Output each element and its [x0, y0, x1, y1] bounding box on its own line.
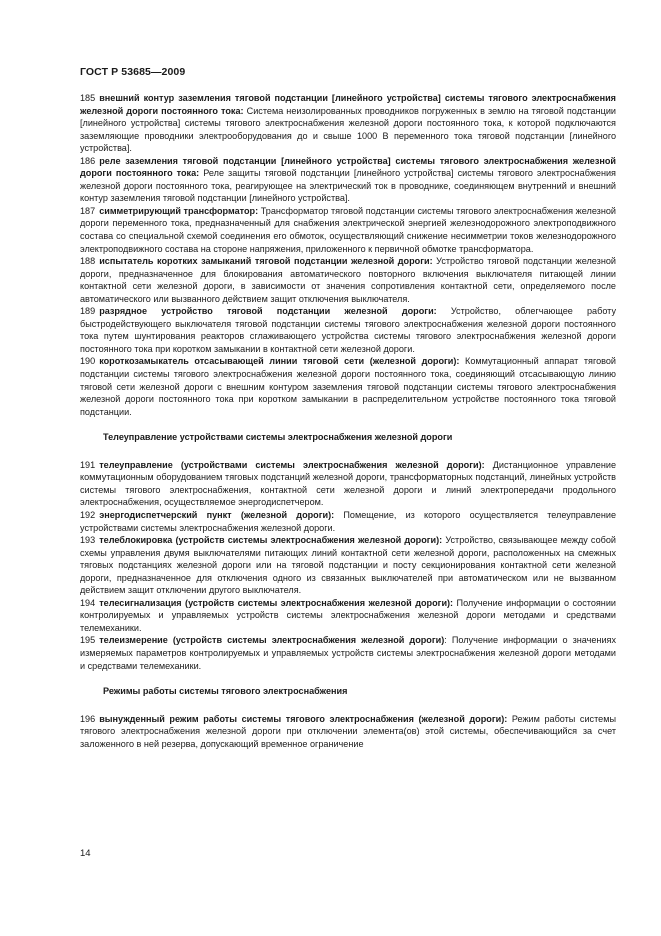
entry-term: телесигнализация (устройств системы электроснабжения железной дороги): — [99, 597, 454, 608]
entry-definition: Устройство, облегчающее работу быстродействующего выключателя тяговой подстанции системы тягового электроснабжения железной дороги постоянного тока путем шунтирования реакторов сглаживающего устройства системы тягового электроснабжения железной дороги постоянного тока при коротком замыкании в контактной сети железной дороги. — [80, 306, 616, 354]
document-body — [80, 92, 616, 750]
entry-number: 186 — [80, 155, 96, 166]
entry-definition: Система неизолированных проводников погруженных в землю на тяговой подстанции [линейного устройства] системы тягового электроснабжения железной дороги постоянного тока, к которой подключаются заземляющие проводники электрооборудования до и свыше 1000 В переменного тока тяговой подстанции [линейного устройства]. — [80, 105, 617, 154]
entry-term: телеизмерение (устройств системы электроснабжения железной дороги) — [99, 635, 445, 646]
entry-number: 194 — [80, 597, 96, 608]
term-entry — [80, 155, 616, 205]
entry-term: телеблокировка (устройств системы электроснабжения железной дороги): — [99, 535, 443, 546]
entry-term: реле заземления тяговой подстанции [линейного устройства] системы тягового электроснабжения железной дороги постоянного тока: — [80, 155, 616, 179]
entry-term: энергодиспетчерский пункт (железной дороги): — [99, 509, 335, 520]
entry-number: 196 — [80, 713, 96, 724]
term-entry — [80, 634, 616, 672]
entry-definition: : Получение информации о значениях измеряемых параметров контролируемых и управляемых устройств системы электроснабжения железной дороги методами и средствами телемеханики. — [80, 635, 616, 671]
term-entry — [80, 355, 616, 418]
entry-definition: Режим работы системы тягового электроснабжения железной дороги при отключении элемента(ов) этой системы, обеспечивающийся за счет заложенного в ней резерва, допускающий временное ограничение — [80, 713, 616, 749]
term-entry — [80, 713, 616, 751]
entry-definition: Трансформатор тяговой подстанции системы тягового электроснабжения железной дороги переменного тока, предназначенный для снабжения электрической энергией железнодорожного электроподвижного состава со специальной схемой соединения его обмоток, осуществляющий снижение несимметрии токов железнодорожного электроподвижного состава на стороне напряжения, приложенного к первичной обмотке трансформатора. — [80, 205, 617, 254]
entry-number: 187 — [80, 205, 96, 216]
entry-number: 185 — [80, 93, 96, 103]
page-number: 14 — [80, 848, 91, 859]
entry-number: 189 — [80, 306, 96, 317]
entry-number: 190 — [80, 356, 96, 367]
term-entry — [80, 205, 616, 255]
entry-definition: Помещение, из которого осуществляется телеуправление устройствами системы электроснабжения железной дороги. — [80, 509, 617, 533]
term-entry — [80, 305, 616, 355]
document-header: ГОСТ Р 53685—2009 — [80, 66, 186, 78]
entry-number: 195 — [80, 635, 96, 646]
entry-term: внешний контур заземления тяговой подстанции [линейного устройства] системы тягового электроснабжения железной дороги постоянного тока: — [80, 93, 616, 116]
term-entry — [80, 255, 616, 305]
entry-number: 188 — [80, 256, 96, 267]
entry-number: 193 — [80, 535, 96, 546]
entry-definition: Коммутационный аппарат тяговой подстанции системы тягового электроснабжения железной дороги постоянного тока, соединяющий отсасывающую линию тяговой сети железной дороги с внешним контуром заземления тяговой подстанции системы тягового электроснабжения железной дороги постоянного тока при коротком замыкании в распределительном устройстве постоянного тока тяговой подстанции. — [80, 356, 616, 417]
term-entry — [80, 597, 616, 635]
entry-number: 192 — [80, 509, 96, 520]
term-entry — [80, 509, 616, 534]
entry-definition: Устройство, связывающее между собой схемы управления двумя выключателями питающих линий контактной сети железной дороги, расположенных на смежных тяговых подстанциях железной дороги или на тяговой подстанции и посту секционирования контактной сети железной дороги, предназначенное для отключения одного из связанных выключателей при автоматическом или не вызванном действием защит отключении другого выключателя. — [80, 535, 616, 596]
entry-term: вынужденный режим работы системы тягового электроснабжения (железной дороги): — [99, 713, 508, 724]
entry-definition: Получение информации о состоянии контролируемых и управляемых устройств системы электроснабжения железной дороги методами и средствами телемеханики. — [80, 597, 616, 633]
entry-term: симметрирующий трансформатор: — [99, 205, 259, 216]
entry-definition: Реле защиты тяговой подстанции [линейного устройства] системы тягового электроснабжения железной дороги постоянного тока, реагирующее на электрический ток в проводнике, соединяющем внутренний и внешний контур заземления тяговой подстанции [линейного устройства]. — [80, 168, 616, 204]
entry-term: разрядное устройство тяговой подстанции железной дороги: — [99, 306, 437, 317]
entry-term: телеуправление (устройствами системы электроснабжения железной дороги): — [99, 459, 485, 470]
entry-definition: Устройство тяговой подстанции железной дороги, предназначенное для блокирования автоматического повторного включения выключателя питающей линии контактной сети железной дороги, в зависимости от значения сопротивления контактной сети, определяемого после автоматического или вызванного действием защит отключения выключателя. — [80, 256, 616, 304]
entry-term: короткозамыкатель отсасывающей линии тяговой сети (железной дороги): — [99, 356, 460, 367]
term-entry — [80, 534, 616, 597]
section-heading: Режимы работы системы тягового электроснабжения — [103, 686, 348, 697]
term-entry — [80, 459, 616, 509]
entry-definition: Дистанционное управление коммутационным оборудованием тяговых подстанций железной дороги, трансформаторных подстанций, линейных устройств системы тягового электроснабжения, контактной сети железной дороги и линий электропередачи продольного электроснабжения, осуществляемое энергодиспетчером. — [80, 459, 616, 508]
entry-term: испытатель коротких замыканий тяговой подстанции железной дороги: — [99, 256, 433, 267]
section-heading: Телеуправление устройствами системы электроснабжения железной дороги — [103, 432, 453, 443]
term-entry — [80, 92, 616, 155]
entry-number: 191 — [80, 459, 96, 470]
